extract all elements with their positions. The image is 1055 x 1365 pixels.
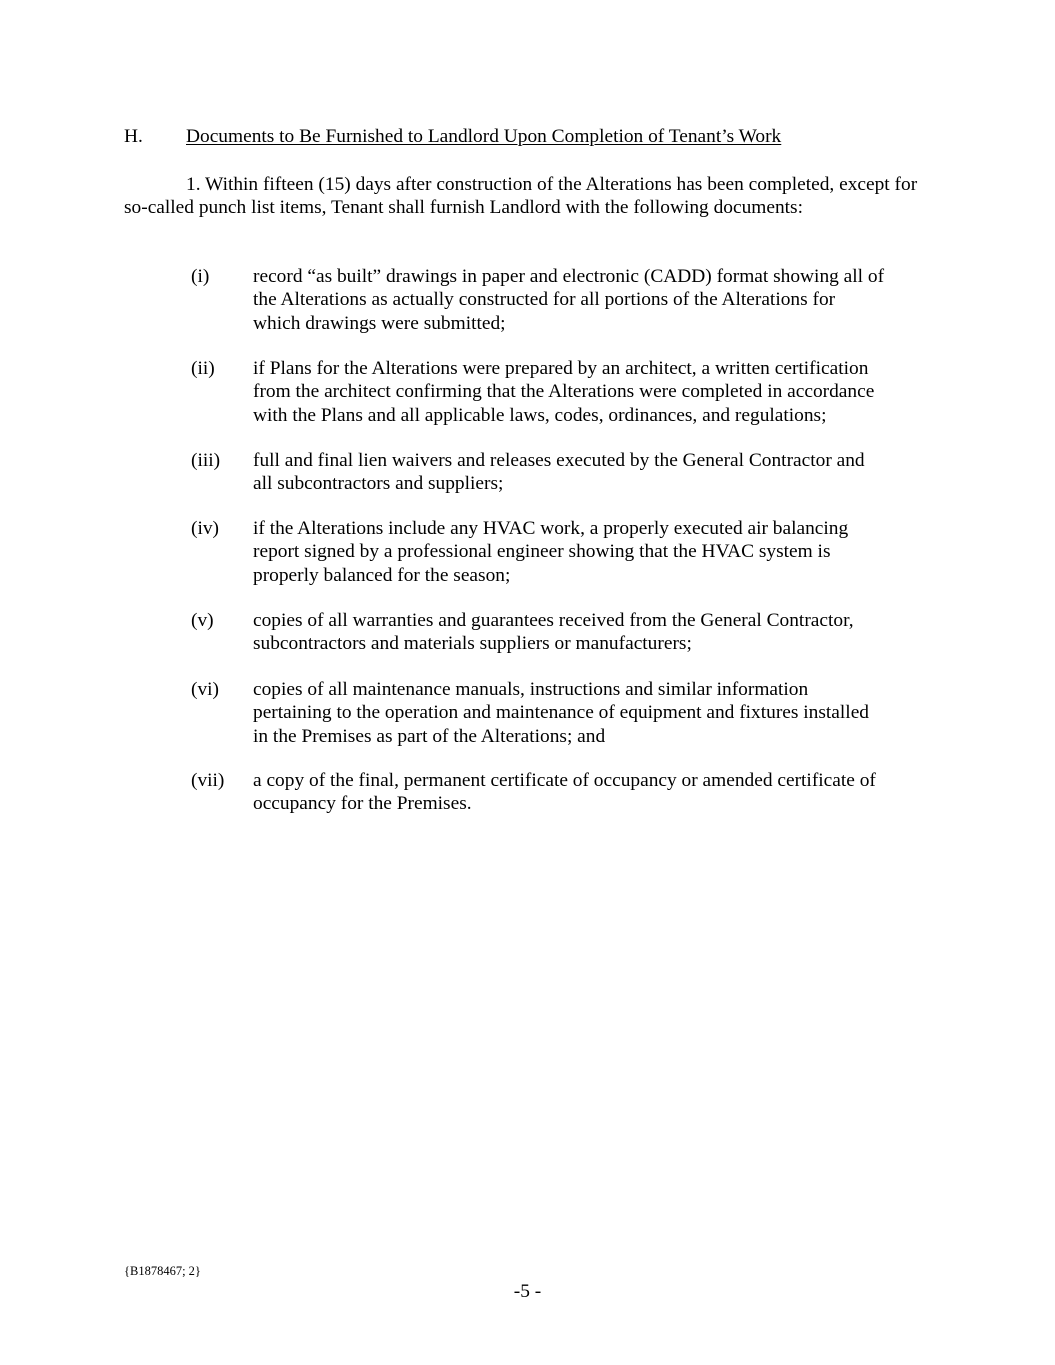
list-item	[191, 609, 936, 656]
list-item-text: a copy of the final, permanent certificate of occupancy or amended certificate of occupancy for the Premises.	[253, 770, 876, 815]
list-item-number: (iii)	[191, 450, 221, 471]
list-item-text: if the Alterations include any HVAC work, a properly executed air balancing report signed by a professional engineer showing that the HVAC system is properly balanced for the season;	[253, 518, 849, 586]
list-item	[191, 357, 936, 427]
list-item-text: copies of all warranties and guarantees received from the General Contractor, subcontractors and materials suppliers or manufacturers;	[253, 610, 854, 655]
intro-paragraph: 1. Within fifteen (15) days after construction of the Alterations has been completed, except for so-called punch list items, Tenant shall furnish Landlord with the following documents:	[124, 174, 918, 219]
list-item	[191, 449, 936, 496]
list-item-text: full and final lien waivers and releases executed by the General Contractor and all subcontractors and suppliers;	[253, 450, 865, 495]
list-item-text: if Plans for the Alterations were prepared by an architect, a written certification from the architect confirming that the Alterations were completed in accordance with the Plans and all applicable laws, codes, ordinances, and regulations;	[253, 358, 875, 426]
list-item	[191, 769, 936, 816]
list-item-number: (vii)	[191, 770, 225, 791]
document-id: {B1878467; 2}	[124, 1264, 201, 1278]
list-item	[191, 517, 936, 587]
section-title: Documents to Be Furnished to Landlord Upon Completion of Tenant’s Work	[186, 126, 782, 147]
list-item-number: (ii)	[191, 358, 215, 379]
list-item-number: (i)	[191, 266, 210, 287]
list-item-number: (vi)	[191, 679, 219, 700]
list-item-number: (iv)	[191, 518, 219, 539]
list-item-text: copies of all maintenance manuals, instructions and similar information pertaining to the operation and maintenance of equipment and fixtures installed in the Premises as part of the Alterations; and	[253, 679, 869, 747]
list-item-number: (v)	[191, 610, 214, 631]
page-number: -5 -	[513, 1281, 542, 1302]
list-item-text: record “as built” drawings in paper and electronic (CADD) format showing all of the Alterations as actually constructed for all portions of the Alterations for which drawings were submitted;	[253, 266, 885, 334]
list-item	[191, 678, 936, 748]
list-item	[191, 265, 936, 335]
section-letter: H.	[124, 126, 143, 147]
section-heading	[124, 125, 924, 148]
